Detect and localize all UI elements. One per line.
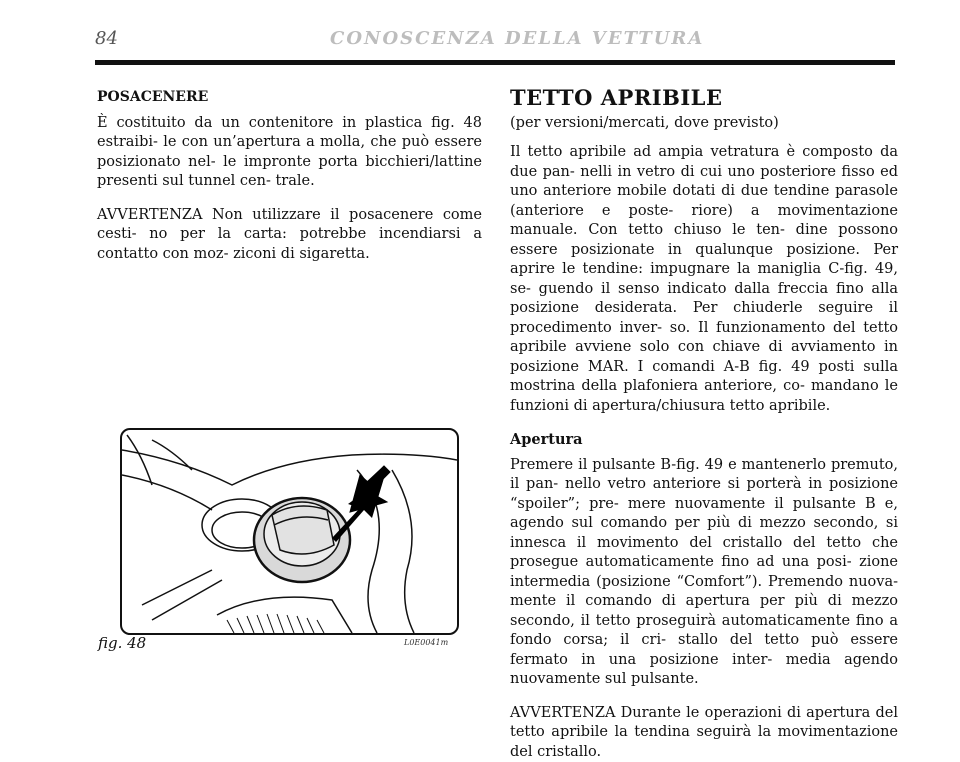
ashtray-illustration bbox=[122, 430, 457, 633]
right-column bbox=[510, 88, 898, 762]
ashtray-description: È costituito da un contenitore in plastica fig. 48 estraibi- le con un’apertura a molla, che può essere posizionato nel- le impronte porta bicchieri/lattine presenti sul tunnel cen- trale. bbox=[97, 114, 482, 192]
left-column bbox=[97, 88, 482, 264]
sunroof-intro: Il tetto apribile ad ampia vetratura è composto da due pan- nelli in vetro di cui uno posteriore fisso ed uno anteriore mobile dotati di due tendine parasole (anteriore e poste- riore) a movimentazione manuale. Con tetto chiuso le ten- dine possono essere posizionate in qualunque posizione. Per aprire le tendine: impugnare la maniglia C-fig. 49, se- guendo il senso indicato dalla freccia fino alla posizione desiderata. Per chiuderle seguire il procedimento inver- so. Il funzionamento del tetto apribile avviene solo con chiave di avviamento in posizione MAR. I comandi A-B fig. 49 posti sulla mostrina della plafoniera anteriore, co- mandano le funzioni di apertura/chiusura tetto apribile. bbox=[510, 143, 898, 416]
opening-heading: Apertura bbox=[510, 430, 898, 450]
figure-ashtray-illustration bbox=[120, 428, 459, 635]
figure-caption: fig. 48 bbox=[98, 634, 146, 652]
figure-code: L0E0041m bbox=[404, 638, 448, 647]
ashtray-heading: POSACENERE bbox=[97, 88, 482, 108]
header-rule bbox=[95, 60, 895, 65]
page-header-title: CONOSCENZA DELLA VETTURA bbox=[330, 28, 704, 49]
sunroof-title: TETTO APRIBILE bbox=[510, 88, 898, 108]
sunroof-warning: AVVERTENZA Durante le operazioni di apertura del tetto apribile la tendina seguirà la movimentazione del cristallo. bbox=[510, 704, 898, 762]
page-number: 84 bbox=[95, 28, 135, 49]
ashtray-warning: AVVERTENZA Non utilizzare il posacenere come cesti- no per la carta: potrebbe incendiarsi a contatto con moz- ziconi di sigaretta. bbox=[97, 206, 482, 265]
sunroof-subtitle: (per versioni/mercati, dove previsto) bbox=[510, 114, 898, 134]
opening-description: Premere il pulsante B-fig. 49 e mantenerlo premuto, il pan- nello vetro anteriore si porterà in posizione “spoiler”; pre- mere nuovamente il pulsante B e, agendo sul comando per più di mezzo secondo, si innesca il movimento del cristallo del tetto che prosegue automaticamente fino ad una posi- zione intermedia (posizione “Comfort”). Premendo nuova- mente il comando di apertura per più di mezzo secondo, il tetto proseguirà automaticamente fino a fondo corsa; il cri- stallo del tetto può essere fermato in una posizione inter- media agendo nuovamente sul pulsante. bbox=[510, 456, 898, 690]
